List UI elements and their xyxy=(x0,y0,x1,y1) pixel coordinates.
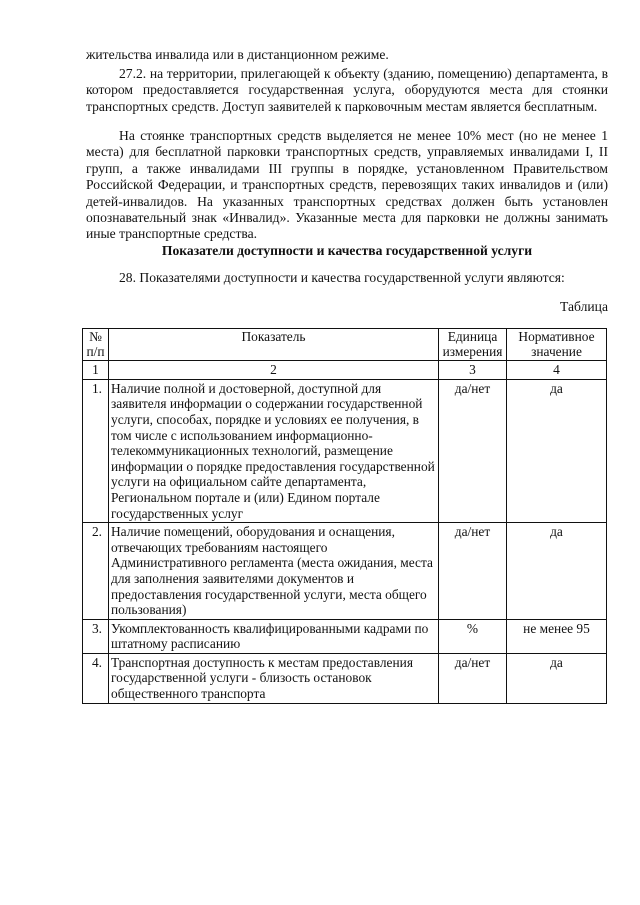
row-normative: да xyxy=(507,523,607,620)
row-normative: не менее 95 xyxy=(507,619,607,653)
row-num: 1. xyxy=(83,379,109,522)
header-num: № п/п xyxy=(83,329,109,361)
table-row xyxy=(83,523,607,620)
index-cell: 3 xyxy=(439,361,507,380)
row-indicator: Укомплектованность квалифицированными кадрами по штатному расписанию xyxy=(109,619,439,653)
table-row xyxy=(83,379,607,522)
table-index-row xyxy=(83,361,607,380)
index-cell: 4 xyxy=(507,361,607,380)
paragraph-parking: На стоянке транспортных средств выделяется не менее 10% мест (но не менее 1 места) для бесплатной парковки транспортных средств, управляемых инвалидами I, II групп, а также инвалидами III группы в порядке, установленном Правительством Российской Федерации, и транспортных средств, перевозящих таких инвалидов и (или) детей-инвалидов. На указанных транспортных средствах должен быть установлен опознавательный знак «Инвалид». Указанные места для парковки не должны занимать иные транспортные средства. xyxy=(86,128,608,242)
section-heading: Показатели доступности и качества государственной услуги xyxy=(161,243,533,258)
row-num: 3. xyxy=(83,619,109,653)
paragraph-27-2: 27.2. на территории, прилегающей к объекту (зданию, помещению) департамента, в котором предоставляется государственная услуга, оборудуются места для стоянки транспортных средств. Доступ заявителей к парковочным местам является бесплатным. xyxy=(86,66,608,114)
row-unit: да/нет xyxy=(439,523,507,620)
index-cell: 2 xyxy=(109,361,439,380)
row-indicator: Наличие полной и достоверной, доступной для заявителя информации о содержании государственной услуги, способах, порядке и условиях ее получения, в том числе с использованием информационно-телекоммуникационных технологий, размещение информации о порядке предоставления государственной услуги на официальном сайте департамента, Региональном портале и (или) Едином портале государственных услуг xyxy=(109,379,439,522)
row-indicator: Транспортная доступность к местам предоставления государственной услуги - близость остановок общественного транспорта xyxy=(109,653,439,703)
row-normative: да xyxy=(507,653,607,703)
row-num: 4. xyxy=(83,653,109,703)
indicators-table xyxy=(82,328,607,704)
table-row xyxy=(83,653,607,703)
row-unit: % xyxy=(439,619,507,653)
row-num: 2. xyxy=(83,523,109,620)
table-row xyxy=(83,619,607,653)
paragraph-continuation: жительства инвалида или в дистанционном режиме. xyxy=(86,47,389,62)
row-unit: да/нет xyxy=(439,653,507,703)
row-normative: да xyxy=(507,379,607,522)
header-unit: Единица измерения xyxy=(439,329,507,361)
header-indicator: Показатель xyxy=(109,329,439,361)
table-caption: Таблица xyxy=(560,299,608,314)
row-indicator: Наличие помещений, оборудования и оснащения, отвечающих требованиям настоящего Административного регламента (места ожидания, места для заполнения заявителями документов и предоставления государственной услуги, места общего пользования) xyxy=(109,523,439,620)
table-header-row xyxy=(83,329,607,361)
index-cell: 1 xyxy=(83,361,109,380)
header-normative: Нормативное значение xyxy=(507,329,607,361)
paragraph-28: 28. Показателями доступности и качества государственной услуги являются: xyxy=(119,270,565,285)
row-unit: да/нет xyxy=(439,379,507,522)
